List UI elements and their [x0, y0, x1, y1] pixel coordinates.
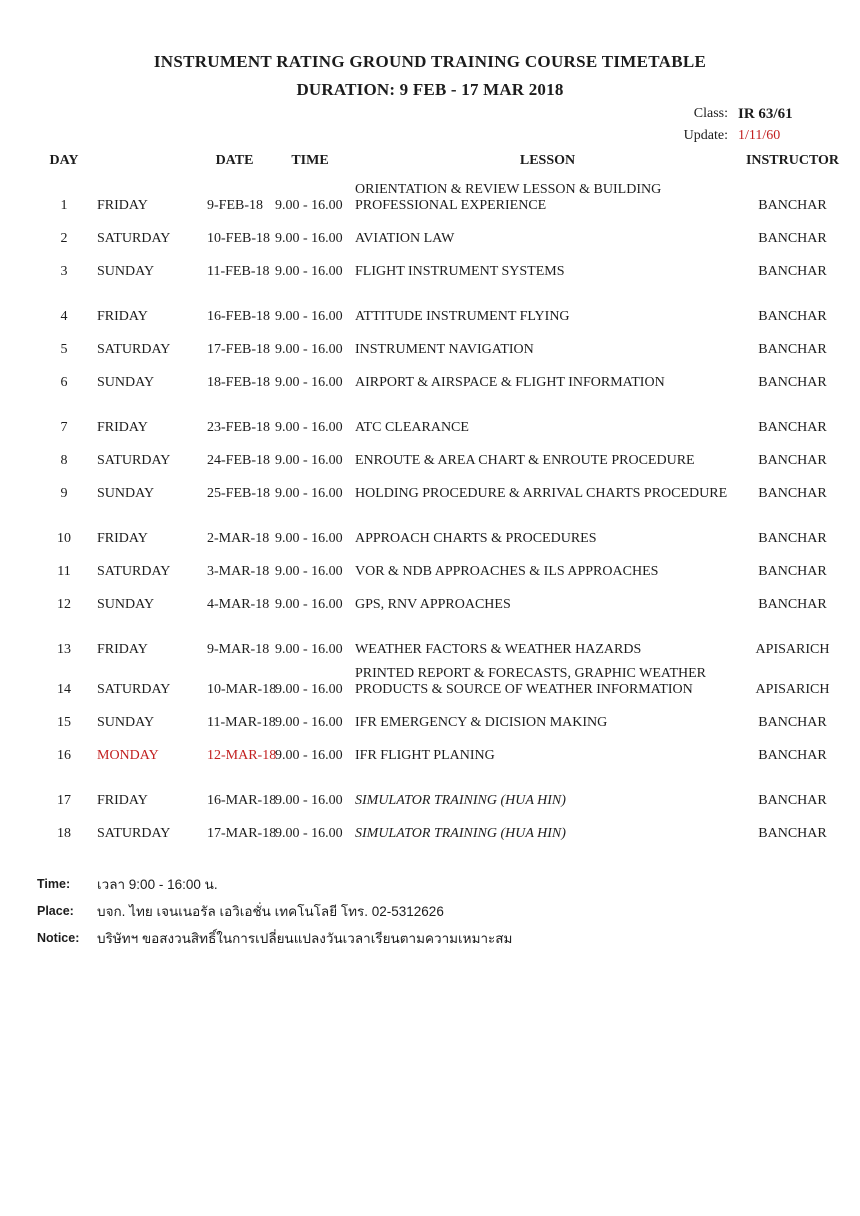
- row-time: 9.00 - 16.00: [275, 309, 343, 324]
- row-instructor: BANCHAR: [758, 453, 827, 468]
- row-day-number: 8: [60, 453, 68, 468]
- row-lesson: SIMULATOR TRAINING (HUA HIN): [355, 793, 566, 808]
- row-instructor: BANCHAR: [758, 264, 827, 279]
- row-time: 9.00 - 16.00: [275, 748, 343, 763]
- row-lesson: IFR FLIGHT PLANING: [355, 748, 495, 763]
- row-instructor: BANCHAR: [758, 309, 827, 324]
- table-row: [48, 625, 860, 658]
- row-lesson: ATC CLEARANCE: [355, 420, 469, 435]
- table-row: [48, 174, 860, 214]
- row-lesson: INSTRUMENT NAVIGATION: [355, 342, 534, 357]
- row-date: 16-FEB-18: [207, 309, 270, 324]
- row-lesson: ATTITUDE INSTRUMENT FLYING: [355, 309, 570, 324]
- table-body: [48, 174, 860, 842]
- row-lesson: PRINTED REPORT & FORECASTS, GRAPHIC WEATHER PRODUCTS & SOURCE OF WEATHER INFORMATION: [355, 666, 707, 697]
- row-day-number: 9: [60, 486, 68, 501]
- row-time: 9.00 - 16.00: [275, 682, 343, 697]
- duration-subtitle: DURATION: 9 FEB - 17 MAR 2018: [296, 80, 564, 99]
- row-date: 18-FEB-18: [207, 375, 270, 390]
- row-lesson: ORIENTATION & REVIEW LESSON & BUILDING PROFESSIONAL EXPERIENCE: [355, 182, 662, 213]
- class-label: Class:: [693, 106, 728, 121]
- table-row: [48, 809, 860, 842]
- row-date: 16-MAR-18: [207, 793, 277, 808]
- row-day-number: 10: [57, 531, 71, 546]
- row-instructor: APISARICH: [755, 642, 830, 657]
- row-instructor: BANCHAR: [758, 486, 827, 501]
- row-day-name: SATURDAY: [97, 231, 171, 246]
- header-time: TIME: [291, 153, 329, 168]
- row-day-name: SUNDAY: [97, 264, 155, 279]
- row-day-name: SATURDAY: [97, 564, 171, 579]
- row-day-name: SATURDAY: [97, 682, 171, 697]
- row-date: 24-FEB-18: [207, 453, 270, 468]
- time-label: Time:: [37, 877, 71, 891]
- table-row: [48, 776, 860, 809]
- timetable: [0, 152, 860, 842]
- row-lesson: ENROUTE & AREA CHART & ENROUTE PROCEDURE: [355, 453, 695, 468]
- time-text: เวลา 9:00 - 16:00 น.: [97, 877, 218, 892]
- row-time: 9.00 - 16.00: [275, 198, 343, 213]
- row-date: 4-MAR-18: [207, 597, 270, 612]
- header-day: DAY: [49, 153, 79, 168]
- row-date: 10-MAR-18: [207, 682, 277, 697]
- row-time: 9.00 - 16.00: [275, 231, 343, 246]
- page-title: INSTRUMENT RATING GROUND TRAINING COURSE TIMETABLE: [153, 52, 707, 71]
- row-time: 9.00 - 16.00: [275, 453, 343, 468]
- row-day-number: 16: [57, 748, 71, 763]
- row-day-name: FRIDAY: [97, 642, 148, 657]
- row-day-number: 11: [57, 564, 71, 579]
- row-time: 9.00 - 16.00: [275, 597, 343, 612]
- class-update-block: [640, 103, 793, 147]
- row-day-number: 7: [60, 420, 68, 435]
- table-header-row: [48, 152, 860, 169]
- row-instructor: BANCHAR: [758, 531, 827, 546]
- row-instructor: BANCHAR: [758, 793, 827, 808]
- row-day-number: 13: [57, 642, 71, 657]
- row-day-name: FRIDAY: [97, 420, 148, 435]
- table-row: [48, 547, 860, 580]
- row-time: 9.00 - 16.00: [275, 564, 343, 579]
- row-instructor: BANCHAR: [758, 342, 827, 357]
- row-day-name: MONDAY: [97, 748, 159, 763]
- row-time: 9.00 - 16.00: [275, 642, 343, 657]
- row-day-name: SUNDAY: [97, 715, 155, 730]
- row-instructor: BANCHAR: [758, 748, 827, 763]
- row-day-number: 17: [57, 793, 71, 808]
- row-date: 17-FEB-18: [207, 342, 270, 357]
- row-day-name: SATURDAY: [97, 453, 171, 468]
- row-time: 9.00 - 16.00: [275, 342, 343, 357]
- row-lesson: SIMULATOR TRAINING (HUA HIN): [355, 826, 566, 841]
- row-day-name: SATURDAY: [97, 342, 171, 357]
- row-lesson: VOR & NDB APPROACHES & ILS APPROACHES: [355, 564, 659, 579]
- table-row: [48, 514, 860, 547]
- update-value: 1/11/60: [738, 128, 781, 143]
- row-time: 9.00 - 16.00: [275, 531, 343, 546]
- row-instructor: BANCHAR: [758, 715, 827, 730]
- row-day-number: 18: [57, 826, 71, 841]
- row-day-number: 12: [57, 597, 71, 612]
- row-date: 2-MAR-18: [207, 531, 270, 546]
- table-row: [48, 731, 860, 764]
- row-time: 9.00 - 16.00: [275, 420, 343, 435]
- update-label: Update:: [683, 128, 728, 143]
- footer-notes: [0, 876, 860, 947]
- table-row: [48, 469, 860, 502]
- notice-text: บริษัทฯ ขอสงวนสิทธิ์ในการเปลี่ยนแปลงวันเวลาเรียนตามความเหมาะสม: [97, 931, 513, 946]
- row-instructor: BANCHAR: [758, 826, 827, 841]
- row-lesson: HOLDING PROCEDURE & ARRIVAL CHARTS PROCEDURE: [355, 486, 728, 501]
- row-instructor: BANCHAR: [758, 198, 827, 213]
- row-day-name: SATURDAY: [97, 826, 171, 841]
- row-lesson: WEATHER FACTORS & WEATHER HAZARDS: [355, 642, 642, 657]
- table-row: [48, 580, 860, 613]
- place-label: Place:: [37, 904, 74, 918]
- footer-time-row: [37, 876, 860, 893]
- row-time: 9.00 - 16.00: [275, 375, 343, 390]
- row-time: 9.00 - 16.00: [275, 486, 343, 501]
- row-date: 10-FEB-18: [207, 231, 270, 246]
- row-date: 17-MAR-18: [207, 826, 277, 841]
- table-row: [48, 325, 860, 358]
- row-date: 9-FEB-18: [207, 198, 263, 213]
- row-instructor: BANCHAR: [758, 597, 827, 612]
- row-day-number: 4: [60, 309, 68, 324]
- footer-place-row: [37, 903, 860, 920]
- row-day-name: FRIDAY: [97, 309, 148, 324]
- class-value: IR 63/61: [738, 106, 793, 122]
- header-lesson: LESSON: [519, 153, 576, 168]
- row-instructor: BANCHAR: [758, 420, 827, 435]
- document-header: [0, 0, 860, 100]
- row-time: 9.00 - 16.00: [275, 264, 343, 279]
- row-instructor: BANCHAR: [758, 231, 827, 246]
- row-lesson: AVIATION LAW: [355, 231, 455, 246]
- header-instructor: INSTRUCTOR: [745, 153, 840, 168]
- notice-label: Notice:: [37, 931, 80, 945]
- row-day-name: SUNDAY: [97, 375, 155, 390]
- row-day-number: 3: [60, 264, 68, 279]
- row-day-number: 14: [57, 682, 71, 697]
- row-instructor: APISARICH: [755, 682, 830, 697]
- row-day-number: 1: [60, 198, 68, 213]
- row-day-name: FRIDAY: [97, 793, 148, 808]
- row-date: 12-MAR-18: [207, 748, 277, 763]
- row-day-name: FRIDAY: [97, 198, 148, 213]
- table-row: [48, 698, 860, 731]
- row-date: 11-FEB-18: [207, 264, 270, 279]
- row-lesson: IFR EMERGENCY & DICISION MAKING: [355, 715, 608, 730]
- table-row: [48, 247, 860, 280]
- footer-notice-row: [37, 930, 860, 947]
- row-day-number: 5: [60, 342, 68, 357]
- row-time: 9.00 - 16.00: [275, 715, 343, 730]
- row-day-number: 6: [60, 375, 68, 390]
- row-date: 3-MAR-18: [207, 564, 270, 579]
- table-row: [48, 214, 860, 247]
- table-row: [48, 658, 860, 698]
- row-date: 23-FEB-18: [207, 420, 270, 435]
- row-time: 9.00 - 16.00: [275, 793, 343, 808]
- row-day-number: 2: [60, 231, 68, 246]
- row-date: 11-MAR-18: [207, 715, 276, 730]
- row-date: 9-MAR-18: [207, 642, 270, 657]
- row-day-name: FRIDAY: [97, 531, 148, 546]
- row-lesson: GPS, RNV APPROACHES: [355, 597, 511, 612]
- row-lesson: AIRPORT & AIRSPACE & FLIGHT INFORMATION: [355, 375, 665, 390]
- row-time: 9.00 - 16.00: [275, 826, 343, 841]
- row-lesson: APPROACH CHARTS & PROCEDURES: [355, 531, 597, 546]
- row-instructor: BANCHAR: [758, 375, 827, 390]
- row-day-name: SUNDAY: [97, 486, 155, 501]
- table-row: [48, 403, 860, 436]
- row-lesson: FLIGHT INSTRUMENT SYSTEMS: [355, 264, 565, 279]
- table-row: [48, 436, 860, 469]
- place-text: บจก. ไทย เจนเนอรัล เอวิเอชั่น เทคโนโลยี โทร. 02-5312626: [97, 904, 444, 919]
- row-day-name: SUNDAY: [97, 597, 155, 612]
- row-instructor: BANCHAR: [758, 564, 827, 579]
- row-date: 25-FEB-18: [207, 486, 270, 501]
- row-day-number: 15: [57, 715, 71, 730]
- table-row: [48, 292, 860, 325]
- table-row: [48, 358, 860, 391]
- header-date: DATE: [215, 153, 254, 168]
